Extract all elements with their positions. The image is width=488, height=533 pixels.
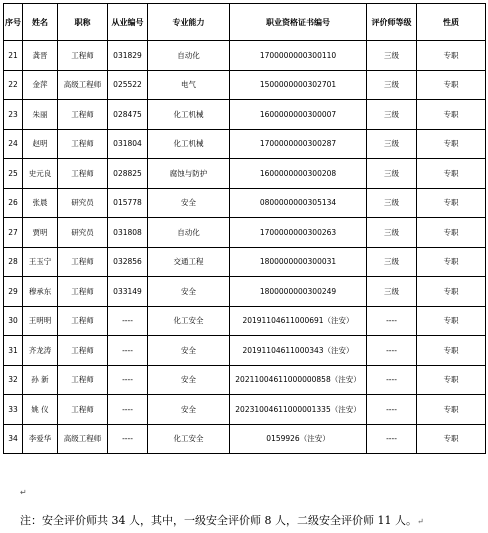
table-row [4, 277, 486, 307]
table-row [4, 188, 486, 218]
cell-title: 工程师 [58, 365, 108, 395]
table-row [4, 306, 486, 336]
note-text: 注：安全评价师共 34 人，其中，一级安全评价师 8 人，二级安全评价师 11 人。 [20, 514, 417, 527]
cell-certificate-number: 0800000000305134 [230, 188, 367, 218]
cell-evaluator-level: 三级 [367, 188, 417, 218]
cell-name: 金萍 [23, 70, 58, 100]
cell-name: 赵明 [23, 129, 58, 159]
header-specialty: 专业能力 [148, 4, 230, 41]
header-index: 序号 [4, 4, 23, 41]
cell-title: 研究员 [58, 188, 108, 218]
table-row [4, 159, 486, 189]
table-row [4, 336, 486, 366]
cell-specialty: 安全 [148, 336, 230, 366]
cell-index: 34 [4, 424, 23, 454]
cell-specialty: 腐蚀与防护 [148, 159, 230, 189]
cell-nature: 专职 [417, 129, 486, 159]
table-header-row [4, 4, 486, 41]
cell-index: 24 [4, 129, 23, 159]
cell-index: 25 [4, 159, 23, 189]
cell-nature: 专职 [417, 70, 486, 100]
cell-practice-number: ---- [108, 336, 148, 366]
cell-evaluator-level: 三级 [367, 218, 417, 248]
cell-name: 穆承东 [23, 277, 58, 307]
cell-evaluator-level: 三级 [367, 277, 417, 307]
cell-evaluator-level: 三级 [367, 129, 417, 159]
cell-index: 23 [4, 100, 23, 130]
header-name: 姓名 [23, 4, 58, 41]
cell-certificate-number: 0159926（注安） [230, 424, 367, 454]
cell-nature: 专职 [417, 218, 486, 248]
cell-specialty: 化工机械 [148, 100, 230, 130]
cell-title: 工程师 [58, 395, 108, 425]
cell-certificate-number: 20191104611000691（注安） [230, 306, 367, 336]
cell-title: 工程师 [58, 247, 108, 277]
header-title: 职称 [58, 4, 108, 41]
cell-title: 工程师 [58, 336, 108, 366]
cell-nature: 专职 [417, 159, 486, 189]
cell-certificate-number: 1600000000300007 [230, 100, 367, 130]
cell-certificate-number: 1600000000300208 [230, 159, 367, 189]
cell-name: 孙 新 [23, 365, 58, 395]
cell-nature: 专职 [417, 306, 486, 336]
cell-nature: 专职 [417, 277, 486, 307]
cell-specialty: 电气 [148, 70, 230, 100]
cell-specialty: 交通工程 [148, 247, 230, 277]
cell-certificate-number: 1800000000300249 [230, 277, 367, 307]
cell-title: 高级工程师 [58, 70, 108, 100]
cell-practice-number: ---- [108, 395, 148, 425]
cell-index: 32 [4, 365, 23, 395]
cell-name: 史元良 [23, 159, 58, 189]
cell-certificate-number: 20211004611000000858（注安） [230, 365, 367, 395]
cell-practice-number: 028475 [108, 100, 148, 130]
cell-nature: 专职 [417, 100, 486, 130]
cell-evaluator-level: ---- [367, 306, 417, 336]
cell-nature: 专职 [417, 247, 486, 277]
cell-name: 王玉宁 [23, 247, 58, 277]
cell-evaluator-level: ---- [367, 395, 417, 425]
table-row [4, 424, 486, 454]
note-line [20, 512, 424, 528]
cell-certificate-number: 20191104611000343（注安） [230, 336, 367, 366]
cell-specialty: 自动化 [148, 218, 230, 248]
cell-specialty: 安全 [148, 277, 230, 307]
cell-title: 工程师 [58, 41, 108, 71]
table-row [4, 70, 486, 100]
header-nature: 性质 [417, 4, 486, 41]
cell-name: 贾明 [23, 218, 58, 248]
cell-practice-number: 028825 [108, 159, 148, 189]
cell-name: 朱丽 [23, 100, 58, 130]
table-row [4, 395, 486, 425]
cell-nature: 专职 [417, 424, 486, 454]
cell-certificate-number: 1700000000300110 [230, 41, 367, 71]
cell-evaluator-level: ---- [367, 336, 417, 366]
cell-index: 33 [4, 395, 23, 425]
cell-nature: 专职 [417, 395, 486, 425]
cell-specialty: 自动化 [148, 41, 230, 71]
cell-title: 工程师 [58, 306, 108, 336]
cell-name: 姚 仪 [23, 395, 58, 425]
table-row [4, 41, 486, 71]
cell-certificate-number: 1500000000302701 [230, 70, 367, 100]
cell-title: 工程师 [58, 100, 108, 130]
cell-specialty: 安全 [148, 365, 230, 395]
table-row [4, 129, 486, 159]
cell-name: 王明明 [23, 306, 58, 336]
table-row [4, 218, 486, 248]
cell-certificate-number: 20231004611000001335（注安） [230, 395, 367, 425]
cell-specialty: 化工安全 [148, 306, 230, 336]
table-row [4, 247, 486, 277]
cell-practice-number: 031808 [108, 218, 148, 248]
cell-evaluator-level: 三级 [367, 100, 417, 130]
cell-title: 工程师 [58, 129, 108, 159]
cell-index: 21 [4, 41, 23, 71]
cell-certificate-number: 1700000000300263 [230, 218, 367, 248]
cell-specialty: 安全 [148, 395, 230, 425]
header-practice-number: 从业编号 [108, 4, 148, 41]
cell-nature: 专职 [417, 336, 486, 366]
cell-index: 31 [4, 336, 23, 366]
cell-nature: 专职 [417, 41, 486, 71]
cell-specialty: 安全 [148, 188, 230, 218]
cell-practice-number: 031829 [108, 41, 148, 71]
paragraph-mark: ↵ [20, 488, 27, 497]
cell-certificate-number: 1800000000300031 [230, 247, 367, 277]
staff-table [3, 3, 486, 454]
cell-practice-number: 033149 [108, 277, 148, 307]
cell-name: 齐龙涛 [23, 336, 58, 366]
cell-name: 张晨 [23, 188, 58, 218]
cell-practice-number: ---- [108, 365, 148, 395]
cell-nature: 专职 [417, 365, 486, 395]
cell-title: 工程师 [58, 277, 108, 307]
cell-evaluator-level: ---- [367, 365, 417, 395]
cell-practice-number: 031804 [108, 129, 148, 159]
cell-title: 工程师 [58, 159, 108, 189]
cell-evaluator-level: 三级 [367, 70, 417, 100]
cell-title: 研究员 [58, 218, 108, 248]
cell-nature: 专职 [417, 188, 486, 218]
cell-practice-number: 025522 [108, 70, 148, 100]
cell-index: 28 [4, 247, 23, 277]
cell-practice-number: ---- [108, 424, 148, 454]
cell-practice-number: 032856 [108, 247, 148, 277]
cell-name: 龚晋 [23, 41, 58, 71]
cell-index: 22 [4, 70, 23, 100]
cell-practice-number: ---- [108, 306, 148, 336]
cell-evaluator-level: 三级 [367, 41, 417, 71]
table-body [4, 41, 486, 454]
table-row [4, 365, 486, 395]
cell-specialty: 化工机械 [148, 129, 230, 159]
cell-index: 26 [4, 188, 23, 218]
cell-evaluator-level: ---- [367, 424, 417, 454]
header-evaluator-level: 评价师等级 [367, 4, 417, 41]
cell-evaluator-level: 三级 [367, 159, 417, 189]
cell-index: 30 [4, 306, 23, 336]
cell-name: 李爱华 [23, 424, 58, 454]
cell-practice-number: 015778 [108, 188, 148, 218]
cell-index: 29 [4, 277, 23, 307]
note-paragraph-mark: ↵ [416, 517, 424, 526]
cell-title: 高级工程师 [58, 424, 108, 454]
cell-certificate-number: 1700000000300287 [230, 129, 367, 159]
table-row [4, 100, 486, 130]
cell-evaluator-level: 三级 [367, 247, 417, 277]
header-certificate-number: 职业资格证书编号 [230, 4, 367, 41]
cell-index: 27 [4, 218, 23, 248]
cell-specialty: 化工安全 [148, 424, 230, 454]
